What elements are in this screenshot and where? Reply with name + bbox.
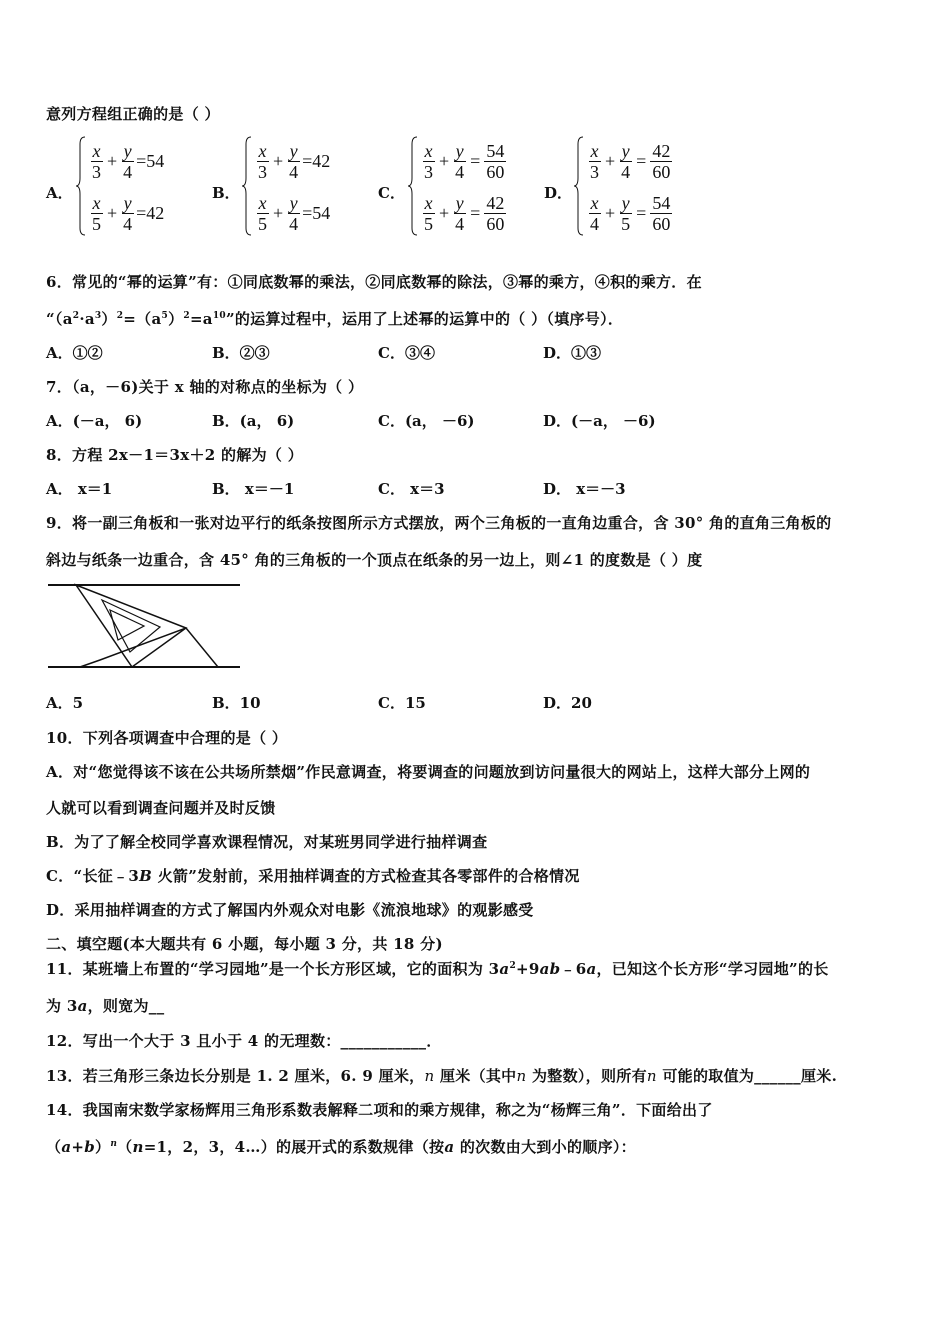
q8-option-c[interactable]: C． x＝3 [378,480,445,498]
q10-option-b[interactable]: B．为了了解全校同学喜欢课程情况，对某班男同学进行抽样调查 [46,833,488,851]
q9-option-b[interactable]: B．10 [212,694,261,712]
equation-1: $\frac{x}{3}$ + $\frac{y}{4}$ =42 [258,140,331,182]
q14-stem-line2: $(a+b)^n(n=1$，2，3，4…）的展开式的系数规律（按a 的次数由大到小的顺序）： [46,1138,636,1156]
brace-icon [408,136,418,236]
q11-stem-line2: 为 3a，则宽为__ [46,997,165,1015]
q13-stem: 13．若三角形三条边长分别是 1. 2 厘米，6. 9 厘米，n 厘米（其中n 为整数），则所有n 可能的取值为______厘米. [46,1067,838,1085]
triangle-ruler-figure [46,582,242,672]
q10-option-c[interactable]: C．“长征﹣3B 火箭”发射前，采用抽样调查的方式检查其各零部件的合格情况 [46,867,580,885]
q5-stem: 意列方程组正确的是（ ） [46,105,220,123]
equation-1: $\frac{x}{3}$ + $\frac{y}{4}$ = $\frac{42}{60}$ [590,140,671,182]
q9-option-c[interactable]: C．15 [378,694,426,712]
q9-stem: 9．将一副三角板和一张对边平行的纸条按图所示方式摆放，两个三角板的一直角边重合，含 30° 角的直角三角板的 [46,514,832,532]
q6-option-d[interactable]: D．①③ [543,344,602,362]
section-heading: 二、填空题(本大题共有 6 小题，每小题 3 分，共 18 分) [46,935,443,953]
equation-2: $\frac{x}{5}$ + $\frac{y}{4}$ =42 [92,192,165,234]
q10-option-d[interactable]: D．采用抽样调查的方式了解国内外观众对电影《流浪地球》的观影感受 [46,901,534,919]
equation-2: $\frac{x}{5}$ + $\frac{y}{4}$ =54 [258,192,331,234]
q10-option-a-cont: 人就可以看到调查问题并及时反馈 [46,799,276,817]
option-letter: B． [212,184,240,202]
q10-stem: 10．下列各项调查中合理的是（ ） [46,729,288,747]
brace-icon [574,136,584,236]
equation-2: $\frac{x}{4}$ + $\frac{y}{5}$ = $\frac{54}{60}$ [590,192,671,234]
q6-option-a[interactable]: A．①② [46,344,103,362]
q9-option-a[interactable]: A．5 [46,694,84,712]
q5-option-b[interactable] [212,136,372,240]
q7-option-d[interactable]: D．(－a， －6) [543,412,656,430]
q10-option-a[interactable]: A．对“您觉得该不该在公共场所禁烟”作民意调查，将要调查的问题放到访问量很大的网站上，这样大部分上网的 [46,763,811,781]
q9-option-d[interactable]: D．20 [543,694,592,712]
option-letter: D． [544,184,573,202]
q8-stem: 8．方程 2x－1＝3x＋2 的解为（ ） [46,446,304,464]
option-letter: A． [46,184,73,202]
q6-stem: 6．常见的“幂的运算”有：①同底数幂的乘法，②同底数幂的除法，③幂的乘方，④积的乘方．在 [46,273,702,291]
equation-2: $\frac{x}{5}$ + $\frac{y}{4}$ = $\frac{42}{60}$ [424,192,505,234]
q5-option-a[interactable] [46,136,206,240]
q5-option-c[interactable] [378,136,538,240]
brace-icon [76,136,86,236]
q5-option-d[interactable] [544,136,704,240]
q9-stem-line2: 斜边与纸条一边重合，含 45° 角的三角板的一个顶点在纸条的另一边上，则∠1 的度数是（ ）度 [46,551,703,569]
q7-option-c[interactable]: C．(a， －6) [378,412,475,430]
q6-option-b[interactable]: B．②③ [212,344,270,362]
q7-option-b[interactable]: B．(a， 6) [212,412,295,430]
q11-stem: 11．某班墙上布置的“学习园地”是一个长方形区域，它的面积为 $3a^2+9ab﹣6a$，已知这个长方形“学习园地”的长 [46,960,829,978]
brace-icon [242,136,252,236]
option-letter: C． [378,184,405,202]
q8-option-a[interactable]: A． x＝1 [46,480,113,498]
q6-stem-line2: “$(a^2\cdot a^3)^2=(a^5)^2=a^{10}$”的运算过程中，运用了上述幂的运算中的（ ）（填序号）． [46,310,624,328]
q7-stem: 7．（a，－6)关于 x 轴的对称点的坐标为（ ） [46,378,364,396]
q8-option-d[interactable]: D． x＝－3 [543,480,626,498]
equation-1: $\frac{x}{3}$ + $\frac{y}{4}$ =54 [92,140,165,182]
q7-option-a[interactable]: A．(－a， 6) [46,412,143,430]
q12-stem: 12．写出一个大于 3 且小于 4 的无理数：___________． [46,1032,442,1050]
equation-1: $\frac{x}{3}$ + $\frac{y}{4}$ = $\frac{54}{60}$ [424,140,505,182]
q14-stem: 14．我国南宋数学家杨辉用三角形系数表解释二项和的乘方规律，称之为“杨辉三角”．下面给出了 [46,1101,713,1119]
q8-option-b[interactable]: B． x＝－1 [212,480,295,498]
q6-option-c[interactable]: C．③④ [378,344,435,362]
